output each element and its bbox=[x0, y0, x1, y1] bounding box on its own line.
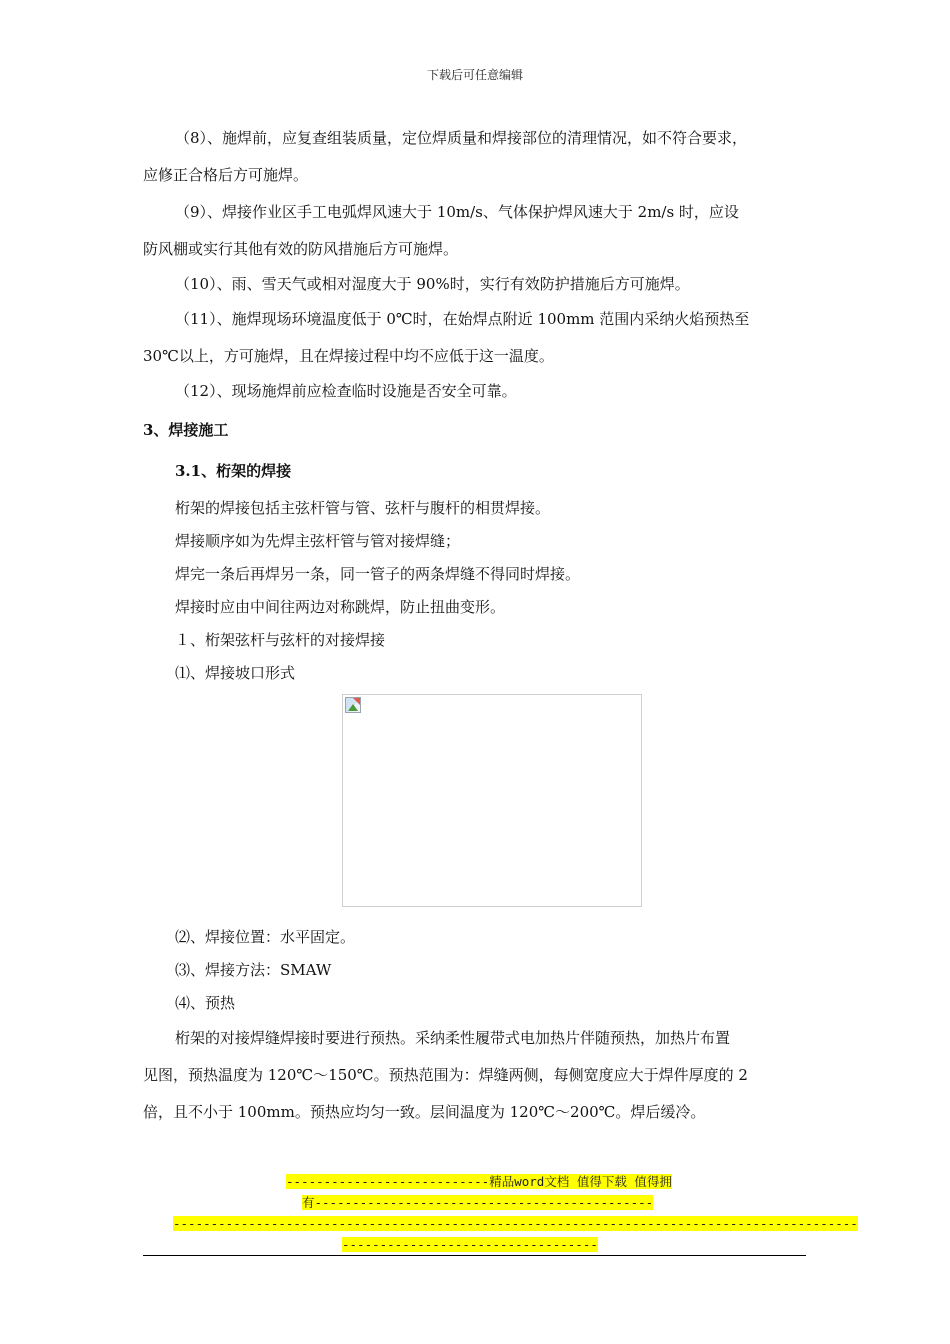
section-heading: 3、焊接施工 bbox=[143, 421, 229, 439]
paragraph-11-line-2: 30℃以上，方可施焊，且在焊接过程中均不应低于这一温度。 bbox=[143, 347, 554, 365]
truss-line-2: 焊接顺序如为先焊主弦杆管与管对接焊缝； bbox=[175, 532, 461, 550]
preheat-line-1: 桁架的对接焊缝焊接时要进行预热。采纳柔性履带式电加热片伴随预热，加热片布置 bbox=[175, 1029, 731, 1047]
broken-image-icon bbox=[345, 697, 361, 713]
truss-line-3: 焊完一条后再焊另一条，同一管子的两条焊缝不得同时焊接。 bbox=[175, 565, 581, 583]
page-header: 下载后可任意编辑 bbox=[426, 68, 523, 82]
paragraph-12: （12）、现场施焊前应检查临时设施是否安全可靠。 bbox=[175, 382, 517, 400]
subsection-heading: 3.1、桁架的焊接 bbox=[175, 462, 292, 480]
paragraph-10: （10）、雨、雪天气或相对湿度大于 90%时，实行有效防护措施后方可施焊。 bbox=[175, 275, 690, 293]
groove-figure bbox=[342, 694, 642, 907]
footer-line-1: ---------------------------精品word文档 值得下载 值得拥 bbox=[286, 1174, 672, 1189]
paragraph-11-line-1: （11）、施焊现场环境温度低于 0℃时，在始焊点附近 100mm 范围内采纳火焰预热至 bbox=[175, 310, 750, 328]
footer-line-4: ---------------------------------- bbox=[342, 1237, 598, 1252]
truss-line-1: 桁架的焊接包括主弦杆管与管、弦杆与腹杆的相贯焊接。 bbox=[175, 499, 551, 517]
bottom-rule bbox=[143, 1255, 806, 1256]
paragraph-9-line-1: （9）、焊接作业区手工电弧焊风速大于 10m/s、气体保护焊风速大于 2m/s 时，应设 bbox=[175, 203, 739, 221]
paragraph-9-line-2: 防风棚或实行其他有效的防风措施后方可施焊。 bbox=[143, 240, 459, 258]
weld-position: ⑵、焊接位置：水平固定。 bbox=[175, 928, 356, 946]
paragraph-8-line-2: 应修正合格后方可施焊。 bbox=[143, 166, 309, 184]
truss-line-6: ⑴、焊接坡口形式 bbox=[175, 664, 296, 682]
truss-line-4: 焊接时应由中间往两边对称跳焊，防止扭曲变形。 bbox=[175, 598, 506, 616]
preheat-label: ⑷、预热 bbox=[175, 994, 236, 1012]
preheat-line-2: 见图，预热温度为 120℃～150℃。预热范围为：焊缝两侧，每侧宽度应大于焊件厚度的 2 bbox=[143, 1066, 748, 1084]
weld-method: ⑶、焊接方法：SMAW bbox=[175, 961, 332, 979]
preheat-line-3: 倍，且不小于 100mm。预热应均匀一致。层间温度为 120℃～200℃。焊后缓冷。 bbox=[143, 1103, 706, 1121]
footer-line-3: ------------------------------------------------------------------------------------------- bbox=[173, 1216, 858, 1231]
document-body bbox=[143, 120, 811, 1131]
truss-line-5: １、桁架弦杆与弦杆的对接焊接 bbox=[175, 631, 386, 649]
footer-line-2: 有--------------------------------------------- bbox=[302, 1195, 654, 1210]
paragraph-8-line-1: （8）、施焊前，应复查组装质量，定位焊质量和焊接部位的清理情况，如不符合要求， bbox=[175, 129, 748, 147]
